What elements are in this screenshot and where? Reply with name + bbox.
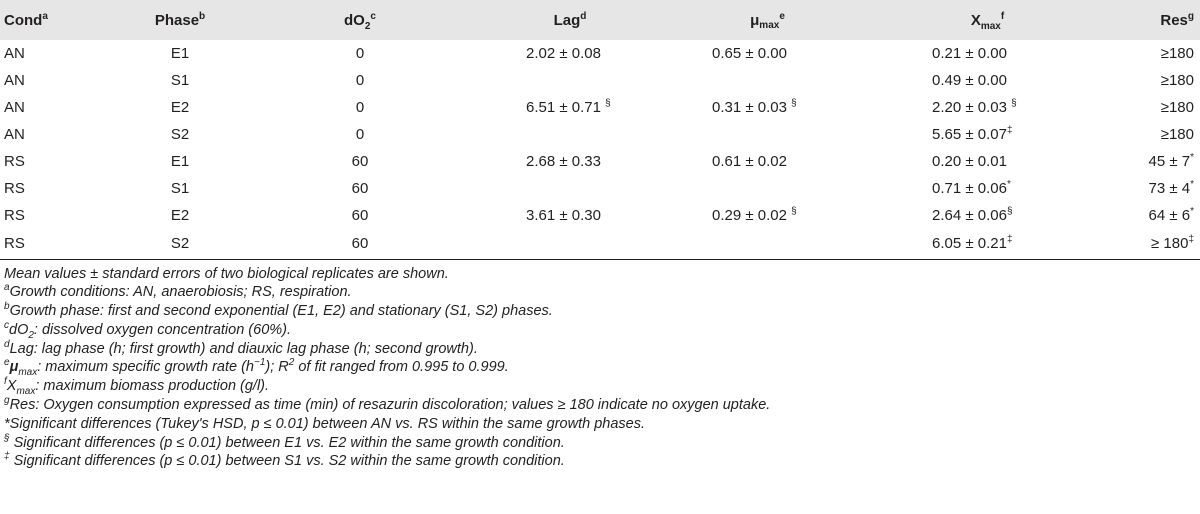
- cell-lag: [480, 229, 660, 259]
- cell-do2: 60: [351, 153, 369, 170]
- cell-lag: [480, 121, 660, 148]
- cell-cond: AN: [4, 45, 25, 62]
- footnote-b: $^b$Growth phase: first and second exponential (E1, E2) and stationary (S1, S2) phases.: [4, 301, 553, 320]
- header-row: [0, 0, 1200, 40]
- footnote-a: $^a$Growth conditions: AN, anaerobiosis; RS, respiration.: [4, 282, 352, 301]
- cell-cond: RS: [4, 180, 25, 197]
- cell-mu-max: 0.29 ± 0.02 §: [712, 206, 797, 224]
- cell-mu-max: [660, 175, 875, 202]
- cell-mu-max: [660, 229, 875, 259]
- cell-lag: 2.68 ± 0.33: [526, 153, 601, 170]
- col-header-res: Res$^g$: [1160, 10, 1194, 29]
- cell-phase: E1: [170, 153, 190, 170]
- cell-do2: 60: [351, 180, 369, 197]
- footnote-e: $^e\mu_{max}$: maximum specific growth rate $(h^{-1})$; $R^2$ of fit ranged from 0.995 to 0.999.: [4, 357, 509, 379]
- footnote-f: $^fX_{max}$: maximum biomass production (g/l).: [4, 376, 270, 398]
- cell-lag: [480, 67, 660, 94]
- cell-phase: E2: [170, 99, 190, 116]
- cell-lag: [480, 175, 660, 202]
- cell-phase: S2: [170, 126, 190, 143]
- col-header-mu: $\mu_{max}^e$: [750, 10, 785, 31]
- col-header-do2: $dO_2^c$: [344, 10, 376, 32]
- table-row: [0, 175, 1200, 202]
- footnote-d: $^d$Lag: lag phase (h; first growth) and diauxic lag phase (h; second growth).: [4, 338, 478, 357]
- cell-xmax: 5.65 ± 0.07‡: [932, 125, 1013, 143]
- cell-phase: S1: [170, 72, 190, 89]
- cell-mu-max: 0.31 ± 0.03 §: [712, 98, 797, 116]
- cell-res: ≥180: [1160, 126, 1194, 143]
- cell-xmax: 0.71 ± 0.06*: [932, 179, 1011, 197]
- cell-mu-max: [660, 67, 875, 94]
- cell-res: ≥180: [1160, 99, 1194, 116]
- cell-phase: S2: [170, 235, 190, 253]
- cell-res: ≥180: [1160, 72, 1194, 89]
- cell-phase: S1: [170, 180, 190, 197]
- cell-do2: 60: [351, 207, 369, 224]
- cell-cond: RS: [4, 207, 25, 224]
- cell-res: 45 ± 7*: [1148, 152, 1194, 170]
- cell-xmax: 2.64 ± 0.06§: [932, 206, 1013, 224]
- table-body: [0, 40, 1200, 259]
- footnote-section: § Significant differences (p ≤ 0.01) between E1 vs. E2 within the same growth condition.: [4, 432, 565, 451]
- col-header-cond: Cond$^a$: [4, 10, 48, 29]
- cell-cond: AN: [4, 72, 25, 89]
- cell-do2: 0: [355, 45, 365, 62]
- table-row: [0, 67, 1200, 94]
- table-row: [0, 202, 1200, 229]
- table-row: [0, 94, 1200, 121]
- cell-xmax: 0.20 ± 0.01: [932, 153, 1007, 170]
- cell-cond: AN: [4, 126, 25, 143]
- footnote-mean: Mean values ± standard errors of two biological replicates are shown.: [4, 265, 449, 282]
- cell-phase: E2: [170, 207, 190, 224]
- table-row: [0, 229, 1200, 259]
- cell-xmax: 6.05 ± 0.21‡: [932, 234, 1013, 253]
- cell-mu-max: [660, 121, 875, 148]
- cell-cond: AN: [4, 99, 25, 116]
- cell-do2: 0: [355, 99, 365, 116]
- footnote-dagger: ‡ Significant differences (p ≤ 0.01) between S1 vs. S2 within the same growth condition.: [4, 451, 565, 470]
- cell-lag: 6.51 ± 0.71 §: [526, 98, 611, 116]
- cell-res: ≥ 180‡: [1151, 234, 1194, 253]
- col-header-phase: Phase$^b$: [154, 10, 206, 29]
- cell-do2: 0: [355, 72, 365, 89]
- cell-do2: 60: [351, 235, 369, 253]
- table-row: [0, 148, 1200, 175]
- cell-phase: E1: [170, 45, 190, 62]
- col-header-lag: Lag$^d$: [553, 10, 587, 29]
- cell-cond: RS: [4, 235, 25, 253]
- cell-do2: 0: [355, 126, 365, 143]
- table-footnotes: [0, 265, 1200, 472]
- cell-xmax: 2.20 ± 0.03 §: [932, 98, 1017, 116]
- cell-xmax: 0.21 ± 0.00: [932, 45, 1007, 62]
- table-row: [0, 40, 1200, 67]
- cell-xmax: 0.49 ± 0.00: [932, 72, 1007, 89]
- footnote-g: $^g$Res: Oxygen consumption expressed as time (min) of resazurin discoloration; values ≥ 180 indicate no oxygen uptake.: [4, 395, 771, 414]
- cell-cond: RS: [4, 153, 25, 170]
- table-row: [0, 121, 1200, 148]
- cell-res: 64 ± 6*: [1148, 206, 1194, 224]
- cell-mu-max: 0.65 ± 0.00: [712, 45, 787, 62]
- cell-res: ≥180: [1160, 45, 1194, 62]
- cell-mu-max: 0.61 ± 0.02: [712, 153, 787, 170]
- cell-lag: 2.02 ± 0.08: [526, 45, 601, 62]
- footnote-star: *Significant differences (Tukey's HSD, p ≤ 0.01) between AN vs. RS within the same growth phases.: [4, 415, 645, 432]
- cell-res: 73 ± 4*: [1148, 179, 1194, 197]
- col-header-xmax: $X_{max}^f$: [970, 10, 1005, 32]
- footnote-c: $^cdO_2$: dissolved oxygen concentration (60%).: [4, 320, 292, 341]
- cell-lag: 3.61 ± 0.30: [526, 207, 601, 224]
